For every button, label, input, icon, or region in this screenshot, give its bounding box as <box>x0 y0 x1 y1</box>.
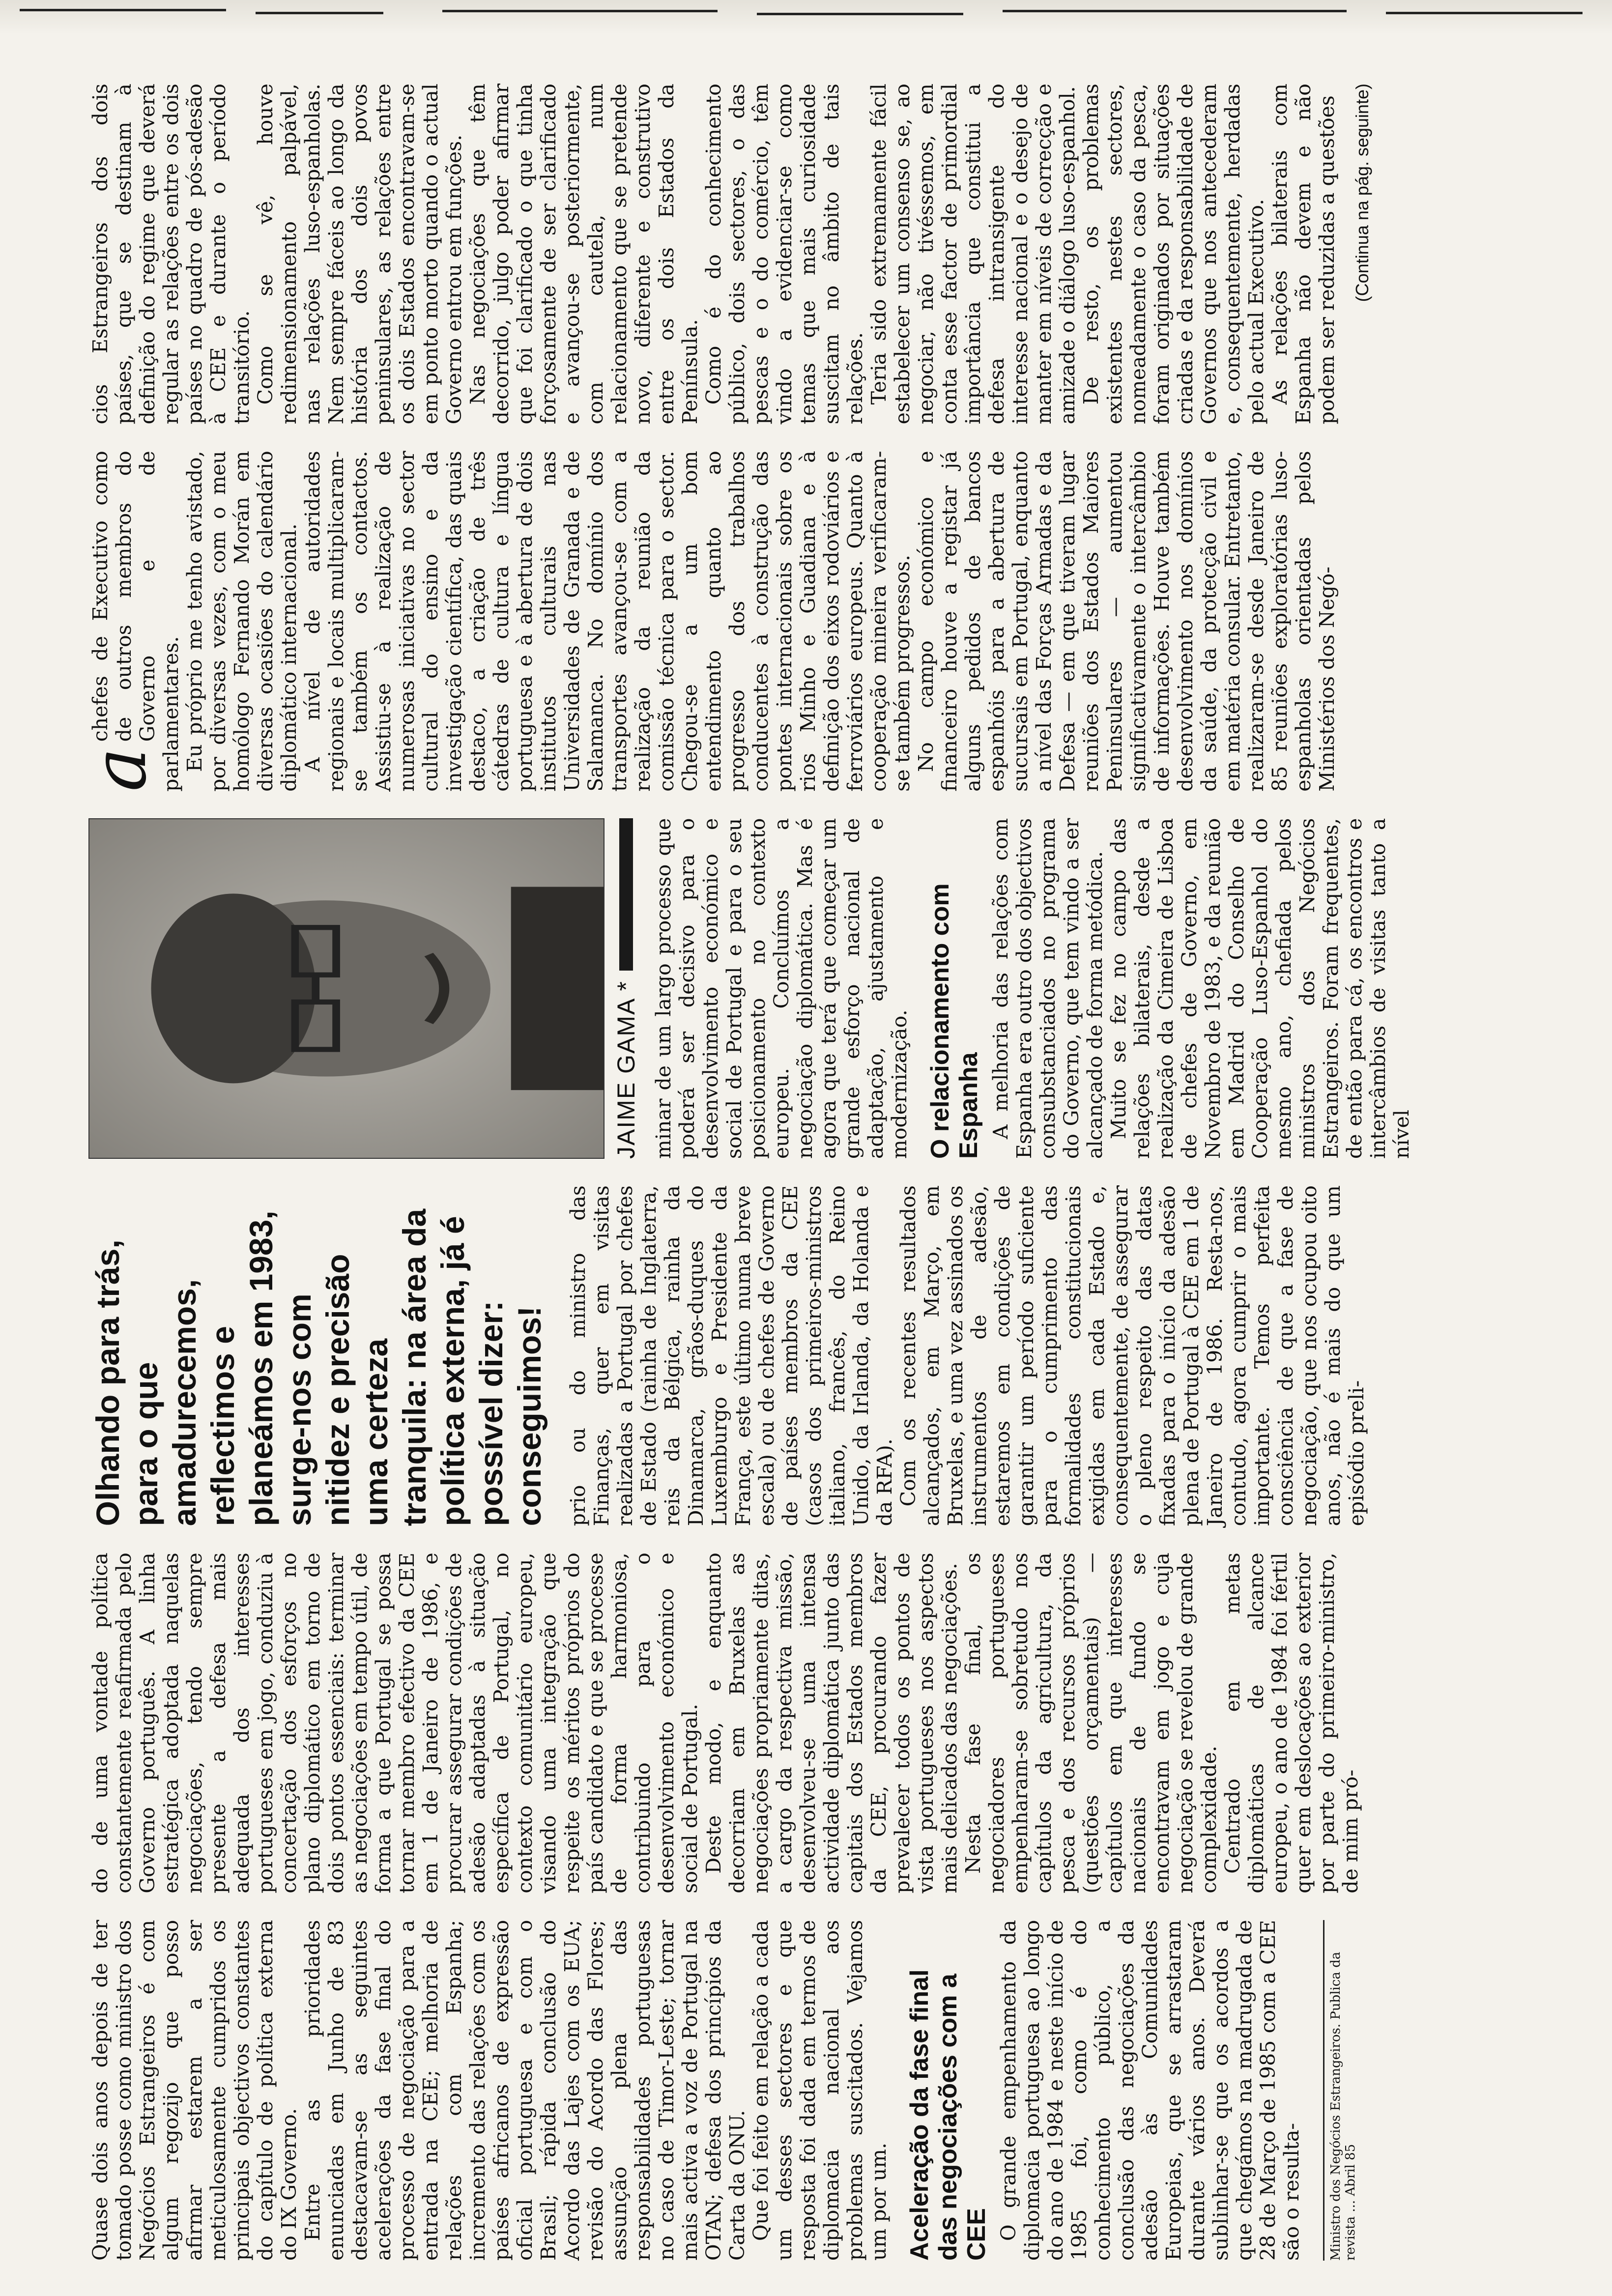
scan-artifact <box>757 13 963 15</box>
paragraph: A nível de autoridades regionais e locais multiplicaram-se também os contactos. Assistiu-se à realização de numerosas iniciativas no sector cultural do ensino e da investigação científica, das quais destaco, a criação de três cátedras de cultura e língua portuguesa e à abertura de dois institutos culturais nas Universidades de Granada e de Salamanca. No domínio dos transportes avançou-se com a realização da reunião da comissão técnica para o sector. Chegou-se a um bom entendimento quanto ao progresso dos trabalhos conducentes à construção das pontes internacionais sobre os rios Minho e Guadiana e à definição dos eixos rodoviários e ferroviários europeus. Quanto à cooperação mineira verificaram-se também progressos. <box>301 451 914 792</box>
paragraph: Nas negociações que têm decorrido, julgo poder afirmar que foi clarificado o que tinha forçosamente de ser clarificado e avançou-se posteriormente, com cautela, num relacionamento que se pretende novo, diferente e construtivo entre os dois Estados da Península. <box>466 84 702 425</box>
article-column-5 <box>77 451 1524 792</box>
author-footnote: Ministro dos Negócios Estrangeiros. Publica da revista ... Abril 85 <box>1323 1920 1358 2261</box>
portrait-image <box>89 819 604 1158</box>
byline-bar <box>614 818 638 1159</box>
scan-artifact <box>1003 10 1347 12</box>
paragraph: As relações bilaterais com Espanha não devem e não podem ser reduzidas a questões <box>1268 84 1339 425</box>
subheading-espanha: O relacionamento com Espanha <box>926 883 983 1159</box>
scan-artifact <box>256 12 383 14</box>
paragraph: Deste modo, e enquanto decorriam em Bruxelas as negociações propriamente ditas, a cargo da respectiva missão, desenvolveu-se uma intensa actividade diplomática junto das capitais dos Estados membros da CEE, procurando fazer prevalecer todos os pontos de vista portugueses nos aspectos mais delicados das negociações. <box>702 1552 961 1894</box>
paragraph: prio ou do ministro das Finanças, quer em visitas realizadas a Portugal por chefes de Estado (rainha de Inglaterra, reis da Bélgica, rainha da Dinamarca, grãos-duques do Luxemburgo e Presidente da França, este último numa breve escala) ou de chefes de Governo de países membros da CEE (casos dos primeiros-ministros italiano, francês, do Reino Unido, da Irlanda, da Holanda e da RFA). <box>566 1185 896 1526</box>
paragraph: Que foi feito em relação a cada um desses sectores e que resposta foi dada em termos de diplomacia nacional aos problemas suscitados. Vejamos um por um. <box>749 1920 891 2261</box>
pull-quote-headline: Olhando para trás, para o que amadurecemos, reflectimos e planeámos em 1983, surge-nos com nitidez e precisão uma certeza tranquila: na área da política externa, já é possível dizer: conseguimos! <box>89 1208 547 1526</box>
paragraph <box>77 451 183 792</box>
drop-cap: a <box>77 747 163 792</box>
paragraph: Quase dois anos depois de ter tomado posse como ministro dos Negócios Estrangeiros é com algum regozijo que posso afirmar estarem a ser meticulosamente cumpridos os principais objectivos constantes do capítulo de política externa do IX Governo. <box>88 1920 301 2261</box>
byline-rule <box>619 818 633 971</box>
paragraph: No campo económico e financeiro houve a registar já alguns pedidos de bancos espanhóis para a abertura de sucursais em Portugal, enquanto a nível das Forças Armadas e da Defesa — em que tiveram lugar reuniões dos Estados Maiores Peninsulares — aumentou significativamente o intercâmbio de informações. Houve também desenvolvimento nos domínios da saúde, da protecção civil e em matéria consular. Entretanto, realizaram-se desde Janeiro de 85 reuniões exploratórias luso-espanholas orientadas pelos Ministérios dos Negó- <box>914 451 1339 792</box>
paragraph: Como se vê, houve redimensionamento palpável, nas relações luso-espanholas. Nem sempre fáceis ao longo da história dos dois povos peninsulares, as relações entre os dois Estados encontravam-se em ponto morto quando o actual Governo entrou em funções. <box>254 84 466 425</box>
author-portrait-photo <box>88 818 604 1159</box>
paragraph: Eu próprio me tenho avistado, por diversas vezes, com o meu homólogo Fernando Morán em diversas ocasiões do calendário diplomático internacional. <box>183 451 301 792</box>
paragraph: minar de um largo processo que poderá ser decisivo para o desenvolvimento económico e social de Portugal e para o seu posicionamento no contexto europeu. Concluímos a negociação diplomática. Mas é agora que terá que começar um grande esforço nacional de adaptação, ajustamento e modernização. <box>652 818 911 1159</box>
paragraph: Com os recentes resultados alcançados, em Março, em Bruxelas, e uma vez assinados os instrumentos de adesão, estaremos em condições de garantir um período suficiente para o cumprimento das formalidades constitucionais exigidas em cada Estado e, consequentemente, de assegurar o pleno respeito das datas fixadas para o início da adesão plena de Portugal à CEE em 1 de Janeiro de 1986. Resta-nos, contudo, agora cumprir o mais importante. Temos perfeita consciência de que a fase de negociação, que nos ocupou oito anos, não é mais do que um episódio preli- <box>896 1185 1368 1526</box>
paragraph: O grande empenhamento da diplomacia portuguesa ao longo do ano de 1984 e neste início de 1985 foi, como é do conhecimento público, a conclusão das negociações da adesão às Comunidades Europeias, que se arrastaram durante vários anos. Deverá sublinhar-se que os acordos a que chegámos na madrugada de 28 de Março de 1985 com a CEE são o resulta- <box>997 1920 1303 2261</box>
article-column-4 <box>88 818 1524 1159</box>
subheading-fase-final: Aceleração da fase final das negociações com a CEE <box>905 1969 991 2261</box>
article-column-6 <box>88 84 1524 424</box>
paragraph: cios Estrangeiros dos dois países, que se destinam à definição do regime que deverá regular as relações entre os dois países no quadro de pós-adesão à CEE e durante o período transitório. <box>88 84 254 425</box>
article-column-1 <box>88 1920 1524 2261</box>
scan-artifact <box>442 10 718 12</box>
continued-note: (Continua na pág. seguinte) <box>1352 84 1372 302</box>
paragraph: De resto, os problemas existentes nestes sectores, nomeadamente o caso da pesca, foram originados por situações criadas e da responsabilidade de Governos que nos antecederam e, consequentemente, herdadas pelo actual Executivo. <box>1079 84 1268 425</box>
scanned-page <box>69 74 1533 2270</box>
paragraph-text: chefes de Executivo como de outros membros do Governo e de parlamentares. <box>88 451 183 792</box>
author-byline: JAIME GAMA * <box>612 980 640 1159</box>
paragraph: do de uma vontade política constantemente reafirmada pelo Governo português. A linha estratégica adoptada naquelas negociações, tendo sempre presente a defesa mais adequada dos interesses portugueses em jogo, conduziu à concertação dos esforços no plano diplomático em torno de dois pontos essenciais: terminar as negociações em tempo útil, de forma a que Portugal se possa tornar membro efectivo da CEE em 1 de Janeiro de 1986, e procurar assegurar condições de adesão adaptadas à situação específica de Portugal, no contexto comunitário europeu, visando uma integração que respeite os méritos próprios do país candidato e que se processe de forma harmoniosa, contribuindo para o desenvolvimento económico e social de Portugal. <box>88 1552 702 1894</box>
paragraph: Centrado em metas diplomáticas de alcance europeu, o ano de 1984 foi fértil quer em deslocações ao exterior por parte do primeiro-ministro, de mim pró- <box>1221 1552 1362 1894</box>
paragraph: A melhoria das relações com Espanha era outro dos objectivos consubstanciados no programa do Governo, que tem vindo a ser alcançado de forma metódica. <box>989 818 1107 1159</box>
scan-artifact <box>1386 12 1583 14</box>
paragraph: Como é do conhecimento público, dois sectores, o das pescas e o do comércio, têm vindo a evidenciar-se como temas que mais curiosidade suscitam no âmbito de tais relações. <box>702 84 867 425</box>
newspaper-article <box>69 74 1533 2270</box>
scan-edge <box>0 0 1612 34</box>
paragraph: Teria sido extremamente fácil estabelecer um consenso se, ao negociar, não tivéssemos, em conta esse factor de primordial importância que constitui a defesa intransigente do interesse nacional e o desejo de manter em níveis de correcção e amizade o diálogo luso-espanhol. <box>867 84 1079 425</box>
paragraph: Entre as prioridades enunciadas em Junho de 83 destacavam-se as seguintes acelerações da fase final do processo de negociação para a entrada na CEE; melhoria de relações com Espanha; incremento das relações com os países africanos de expressão oficial portuguesa e com o Brasil; rápida conclusão do Acordo das Lajes com os EUA; revisão do Acordo das Flores; assunção plena das responsabilidades portuguesas no caso de Timor-Leste; tornar mais activa a voz de Portugal na OTAN; defesa dos princípios da Carta da ONU. <box>301 1920 749 2261</box>
paragraph: Muito se fez no campo das relações bilaterais, desde a realização da Cimeira de Lisboa de chefes de Governo, em Novembro de 1983, e da reunião em Madrid do Conselho de Cooperação Luso-Espanhol do mesmo ano, chefiada pelos ministros dos Negócios Estrangeiros. Foram frequentes, de então para cá, os encontros e intercâmbios de visitas tanto a nível <box>1107 818 1413 1159</box>
paragraph: Nesta fase final, os negociadores portugueses empenharam-se sobretudo nos capítulos da agricultura, da pesca e dos recursos próprios (questões orçamentais) — capítulos em que interesses nacionais de fundo se encontravam em jogo e cuja negociação se revelou de grande complexidade. <box>961 1552 1221 1894</box>
article-column-2 <box>88 1552 1524 1893</box>
scan-artifact <box>20 9 226 11</box>
article-column-3 <box>88 1185 1524 1526</box>
